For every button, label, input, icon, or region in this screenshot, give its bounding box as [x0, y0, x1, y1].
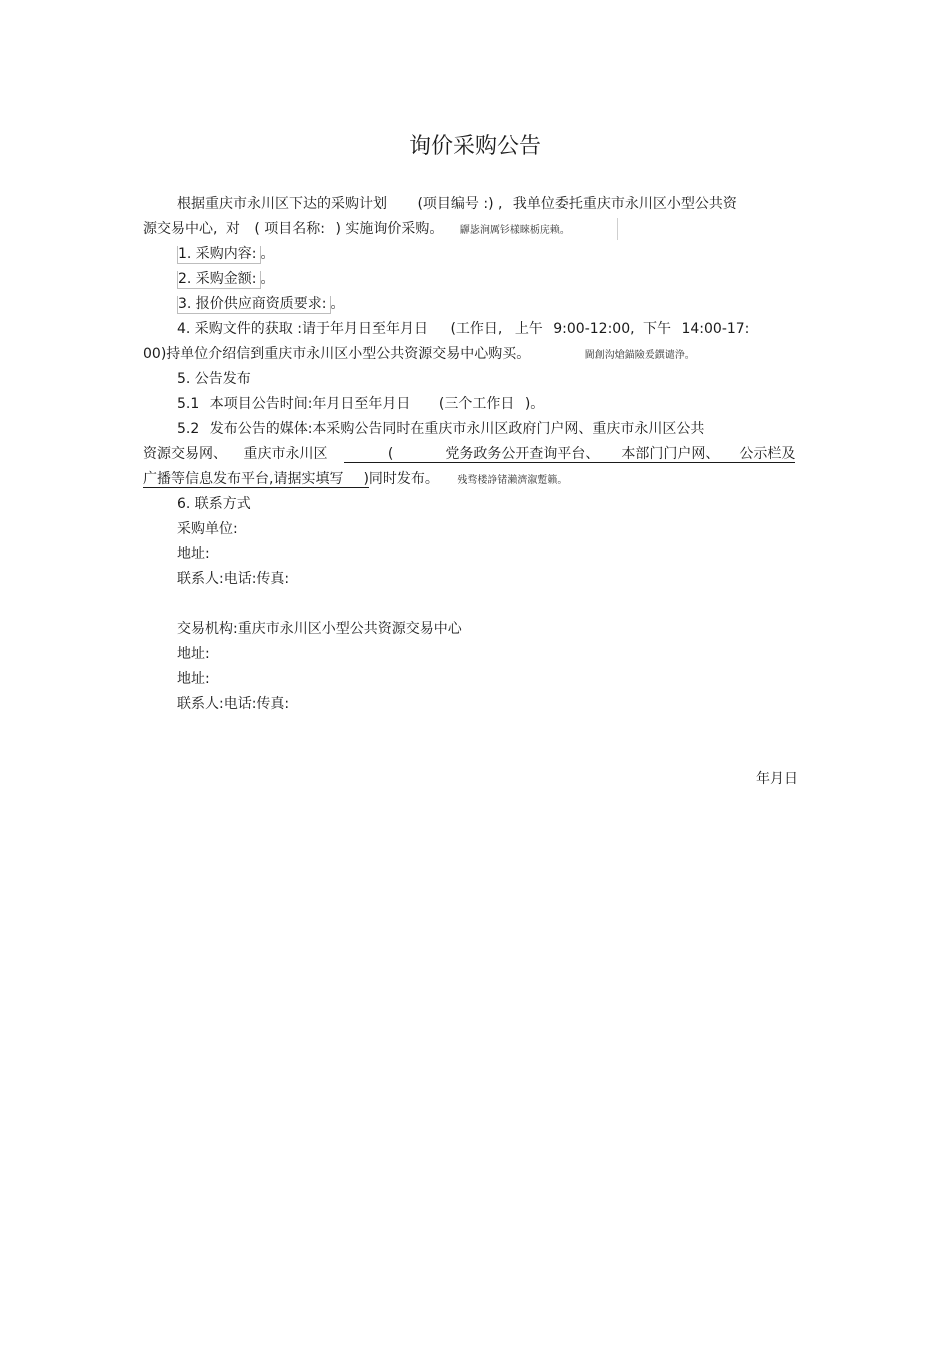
punct: 。 — [260, 271, 275, 287]
item-5-2-number: 5.2 — [177, 421, 200, 437]
intro-text: 根据重庆市永川区下达的采购计划 — [177, 196, 387, 212]
item-5-2-line-3 — [143, 470, 567, 490]
agency-contact: 联系人:电话:传真: — [177, 696, 290, 712]
garbled-text: 閫創沟熗錨險爰鐉谴浄。 — [584, 350, 695, 361]
agency-address: 地址: — [177, 646, 210, 662]
item-5-2-text: 同时发布。 — [368, 471, 439, 487]
project-number: (项目编号 :) , — [417, 196, 503, 212]
garbled-text: 鼲毖涧厲钐樣睞栃庑赖。 — [459, 225, 570, 236]
punct: 。 — [330, 296, 345, 312]
media-item: 党务政务公开查询平台、 — [445, 446, 600, 462]
item-4-label: 4. 采购文件的获取 — [177, 321, 293, 337]
buyer-label: 采购单位: — [177, 521, 238, 537]
item-5-2-text: 发布公告的媒体:本采购公告同时在重庆市永川区政府门户网、重庆市永川区公共 — [209, 421, 705, 437]
item-5-2-text: 重庆市永川区 — [243, 446, 328, 462]
item-4-time: 14:00-17: — [681, 321, 750, 337]
intro-text: 我单位委托重庆市永川区小型公共资 — [512, 196, 737, 212]
item-5-2-text: 资源交易网、 — [143, 446, 227, 462]
procurement-content-field: 1. 采购内容: — [177, 246, 261, 264]
media-item: 公示栏及 — [739, 446, 796, 462]
page-title: 询价采购公告 — [408, 134, 541, 159]
item-5-2 — [177, 420, 704, 438]
intro-line-2 — [143, 220, 570, 240]
item-4-time: 9:00-12:00, — [553, 321, 635, 337]
intro-text: 对 — [225, 221, 240, 237]
procurement-amount-field: 2. 采购金额: — [177, 271, 261, 289]
item-4-text: 下午 — [643, 321, 672, 337]
item-4-text: (工作日, — [450, 321, 503, 337]
item-4 — [177, 320, 749, 338]
field-border — [617, 218, 618, 240]
item-4-text: 上午 — [514, 321, 543, 337]
agency-address-2: 地址: — [177, 671, 210, 687]
media-item: 广播等信息发布平台,请据实填写 — [143, 471, 344, 487]
item-4-text: 00)持单位介绍信到重庆市永川区小型公共资源交易中心购买。 — [143, 346, 531, 362]
underlined-media-list — [143, 471, 369, 488]
media-item: 本部门门户网、 — [621, 446, 720, 462]
item-4-text: :请于年月日至年月日 — [297, 321, 428, 337]
paren-close: ) — [363, 471, 369, 487]
item-5-1-number: 5.1 — [177, 396, 200, 412]
item-5-1 — [177, 395, 544, 413]
item-5-1-text: (三个工作日 — [438, 396, 515, 412]
item-5-heading: 5. 公告发布 — [177, 371, 251, 387]
item-2 — [177, 270, 275, 288]
intro-text: ) 实施询价采购。 — [335, 221, 444, 237]
buyer-address: 地址: — [177, 546, 210, 562]
supplier-qualification-field: 3. 报价供应商资质要求: — [177, 296, 331, 314]
underlined-media-list — [344, 446, 795, 463]
intro-text: 源交易中心, — [143, 221, 218, 237]
intro-line-1 — [177, 195, 737, 213]
punct: 。 — [260, 246, 275, 262]
agency-label: 交易机构:重庆市永川区小型公共资源交易中心 — [177, 621, 462, 637]
item-5-1-text: )。 — [524, 396, 545, 412]
item-1 — [177, 245, 275, 263]
buyer-contact: 联系人:电话:传真: — [177, 571, 290, 587]
signature-date: 年月日 — [756, 771, 798, 787]
paren-open: ( — [387, 446, 394, 462]
garbled-text: 残骛楼諍锗瀨濟溆蹔籟。 — [457, 475, 568, 486]
item-5-2-line-2 — [143, 445, 795, 463]
project-name: ( 项目名称: — [254, 221, 325, 237]
item-3 — [177, 295, 345, 313]
contact-heading: 6. 联系方式 — [177, 496, 251, 512]
item-5-1-text: 本项目公告时间:年月日至年月日 — [209, 396, 411, 412]
item-4-line-2 — [143, 345, 695, 365]
